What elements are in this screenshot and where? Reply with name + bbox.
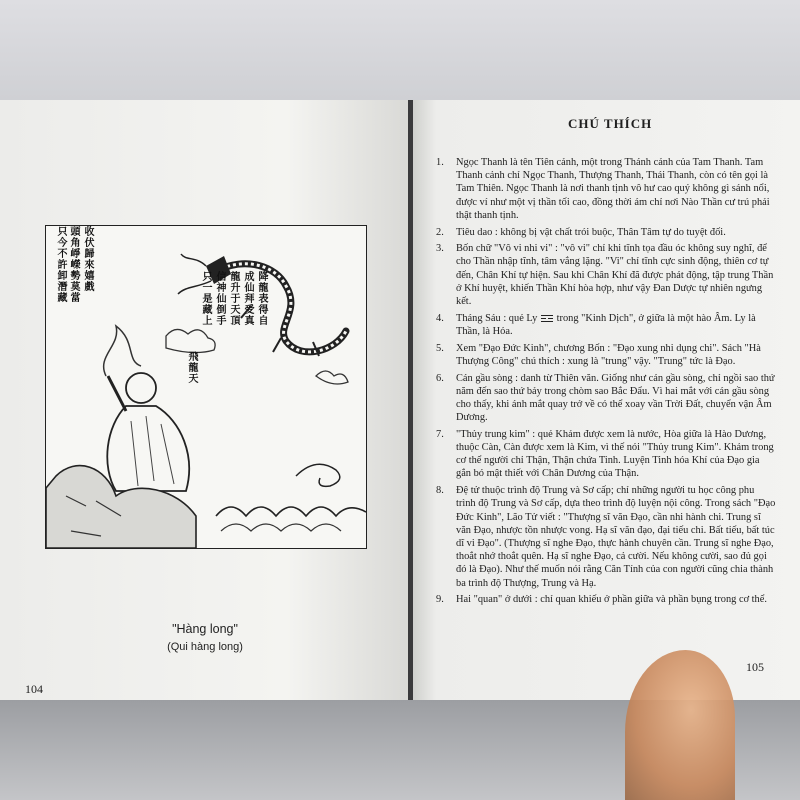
background-top bbox=[0, 0, 800, 100]
page-number-right: 105 bbox=[746, 660, 764, 674]
notes-title: CHÚ THÍCH bbox=[568, 116, 653, 131]
note-text: Bốn chữ "Vô vi nhi vi" : "vô vi" chỉ khi tĩnh tọa đầu óc không suy nghĩ, để cho Thần nhập tĩnh, tâm vắng lặng. "Vi" chỉ tĩnh cực sinh động, thiên cơ tự đến, Chân Khí tự hiện. Sau khi Chân Khí đã được phát động, tập trung Thần ở Khí huyệt, khiến Thần Khí hòa hợp, như vậy Đan Dược tự nhiên ngưng kết. bbox=[456, 243, 774, 308]
note-item-2 bbox=[436, 226, 776, 239]
waves-1 bbox=[216, 507, 366, 516]
smoke-wisp bbox=[104, 326, 141, 376]
illustration-hang-long bbox=[45, 225, 367, 549]
inscription-col-5: 成仙拜受真 bbox=[242, 271, 253, 326]
cloud-1 bbox=[166, 329, 215, 352]
note-text: Hai "quan" ở dưới : chỉ quan khiếu ở phần giữa và phần bụng trong cơ thể. bbox=[456, 594, 767, 606]
note-text: "Thủy trung kim" : quẻ Khảm được xem là nước, Hòa giữa là Hào Dương, thuộc Càn, Càn được xem là Kim, vì thế nói "Thủy trung Kim". Khảm trong cơ thể người chỉ Thận, Thận chứa Tinh. Luyện Tinh hóa Khí của Đạo gia gắn bó mật thiết với Chân Dương của Thận. bbox=[456, 428, 774, 480]
note-text: Cán gầu sòng : danh từ Thiên văn. Giống như cán gầu sòng, chỉ ngồi sao thứ năm đến sao thứ bảy trong chòm sao Bắc Đẩu. Vì hai mắt với cán gầu sòng cho thấy, khi ánh mắt quay trở về có thể xoay vần Trời Đất, chuyển vận Âm Dương. bbox=[456, 372, 775, 424]
note-number: 9. bbox=[436, 594, 444, 606]
note-number: 6. bbox=[436, 372, 444, 384]
inscription-col-6: 龍升于天頂 bbox=[228, 271, 239, 326]
waves-2 bbox=[221, 524, 341, 531]
note-item-1 bbox=[436, 156, 776, 222]
note-number: 1. bbox=[436, 157, 444, 168]
note-text: Ngọc Thanh là tên Tiên cảnh, một trong Thánh cảnh của Tam Thanh. Tam Thanh cảnh chỉ Ngọc Thanh, Thượng Thanh, Thái Thanh, còn có tên gọi là Tam Thiên. Ngọc Thanh là nơi thanh tịnh vô hư cao quý không gì sánh nổi, được ví như một vị thần tối cao, đồng thời ám chỉ nơi Nào Thần cư trú phải thật thanh tịnh. bbox=[456, 157, 770, 221]
inscription-col-1: 頭角崢嶸勢莫當 bbox=[68, 226, 79, 303]
li-trigram-icon bbox=[541, 313, 553, 324]
cloud-2 bbox=[316, 371, 348, 384]
inscription-col-4: 降龍表得自 bbox=[256, 271, 267, 326]
inscription-col-3: 收伏歸來嬉戲 bbox=[82, 226, 93, 292]
note-number: 7. bbox=[436, 428, 444, 440]
inscription-col-9: 飛龍天 bbox=[186, 351, 197, 384]
caption-title: "Hàng long" bbox=[172, 622, 238, 636]
note-text: Tiêu dao : không bị vật chất trói buộc, Thân Tâm tự do tuyệt đối. bbox=[456, 226, 726, 238]
inscription-col-8: 只一是藏上 bbox=[200, 271, 211, 326]
monk-robe bbox=[107, 406, 189, 491]
note-item-9 bbox=[436, 593, 776, 606]
note-number: 8. bbox=[436, 485, 444, 497]
monk-head bbox=[126, 373, 156, 403]
note-number: 2. bbox=[436, 226, 444, 238]
note-item-5 bbox=[436, 342, 776, 368]
illustration-caption bbox=[150, 620, 260, 656]
note-item-7 bbox=[436, 428, 776, 481]
inscription-col-2: 只今不許卸潛藏 bbox=[55, 226, 66, 303]
note-text-before: Tháng Sáu : quẻ Ly bbox=[456, 312, 538, 324]
note-number: 5. bbox=[436, 342, 444, 354]
caption-subtitle: (Qui hàng long) bbox=[167, 641, 243, 653]
note-item-8 bbox=[436, 484, 776, 590]
note-item-3 bbox=[436, 242, 776, 308]
monk-arm bbox=[108, 376, 126, 411]
inscription-col-7: 信神仙倒手 bbox=[214, 271, 225, 326]
notes-list bbox=[436, 156, 776, 610]
wave-curl bbox=[296, 464, 340, 486]
note-text: Xem "Đạo Đức Kinh", chương Bốn : "Đạo xung nhi dụng chi". Sách "Hà Thượng Công" chú thích : xung là "trung" vậy. "Trung" tức là Đạo. bbox=[456, 342, 761, 367]
note-number: 3. bbox=[436, 243, 444, 255]
note-item-4 bbox=[436, 312, 776, 338]
note-text-after: trong "Kinh Dịch", ở giữa là một hào Âm. Ly là Thần, là Hỏa. bbox=[456, 312, 756, 337]
page-number-left: 104 bbox=[25, 682, 43, 696]
note-text: Đệ tử thuộc trình độ Trung và Sơ cấp; chỉ những người tu học công phu trình độ Trung và Sơ cấp, dựa theo trình độ luyện nội công. Trong sách "Đạo Đức Kinh", Lão Tử viết : "Thượng sĩ văn Đạo, cần nhi hành chi. Trung sĩ văn Đạo, nhược tồn nhược vong. Hạ sĩ văn đạo, đại tiếu chi. Bất tiếu, bất túc dĩ vi Đạo". (Thượng sĩ nghe Đạo, thực hành chuyên cần. Trung sĩ nghe Đạo, thoắt nhớ thoắt quên. Hạ sĩ nghe Đạo, cả cười. Nếu không cười, sao đủ gọi đó là Đạo). Như thế muốn nói rằng Căn Tính của con người cũng chia thành ba trình độ Thượng, Trung và Hạ. bbox=[456, 485, 776, 589]
note-item-6 bbox=[436, 372, 776, 425]
note-number: 4. bbox=[436, 312, 444, 324]
